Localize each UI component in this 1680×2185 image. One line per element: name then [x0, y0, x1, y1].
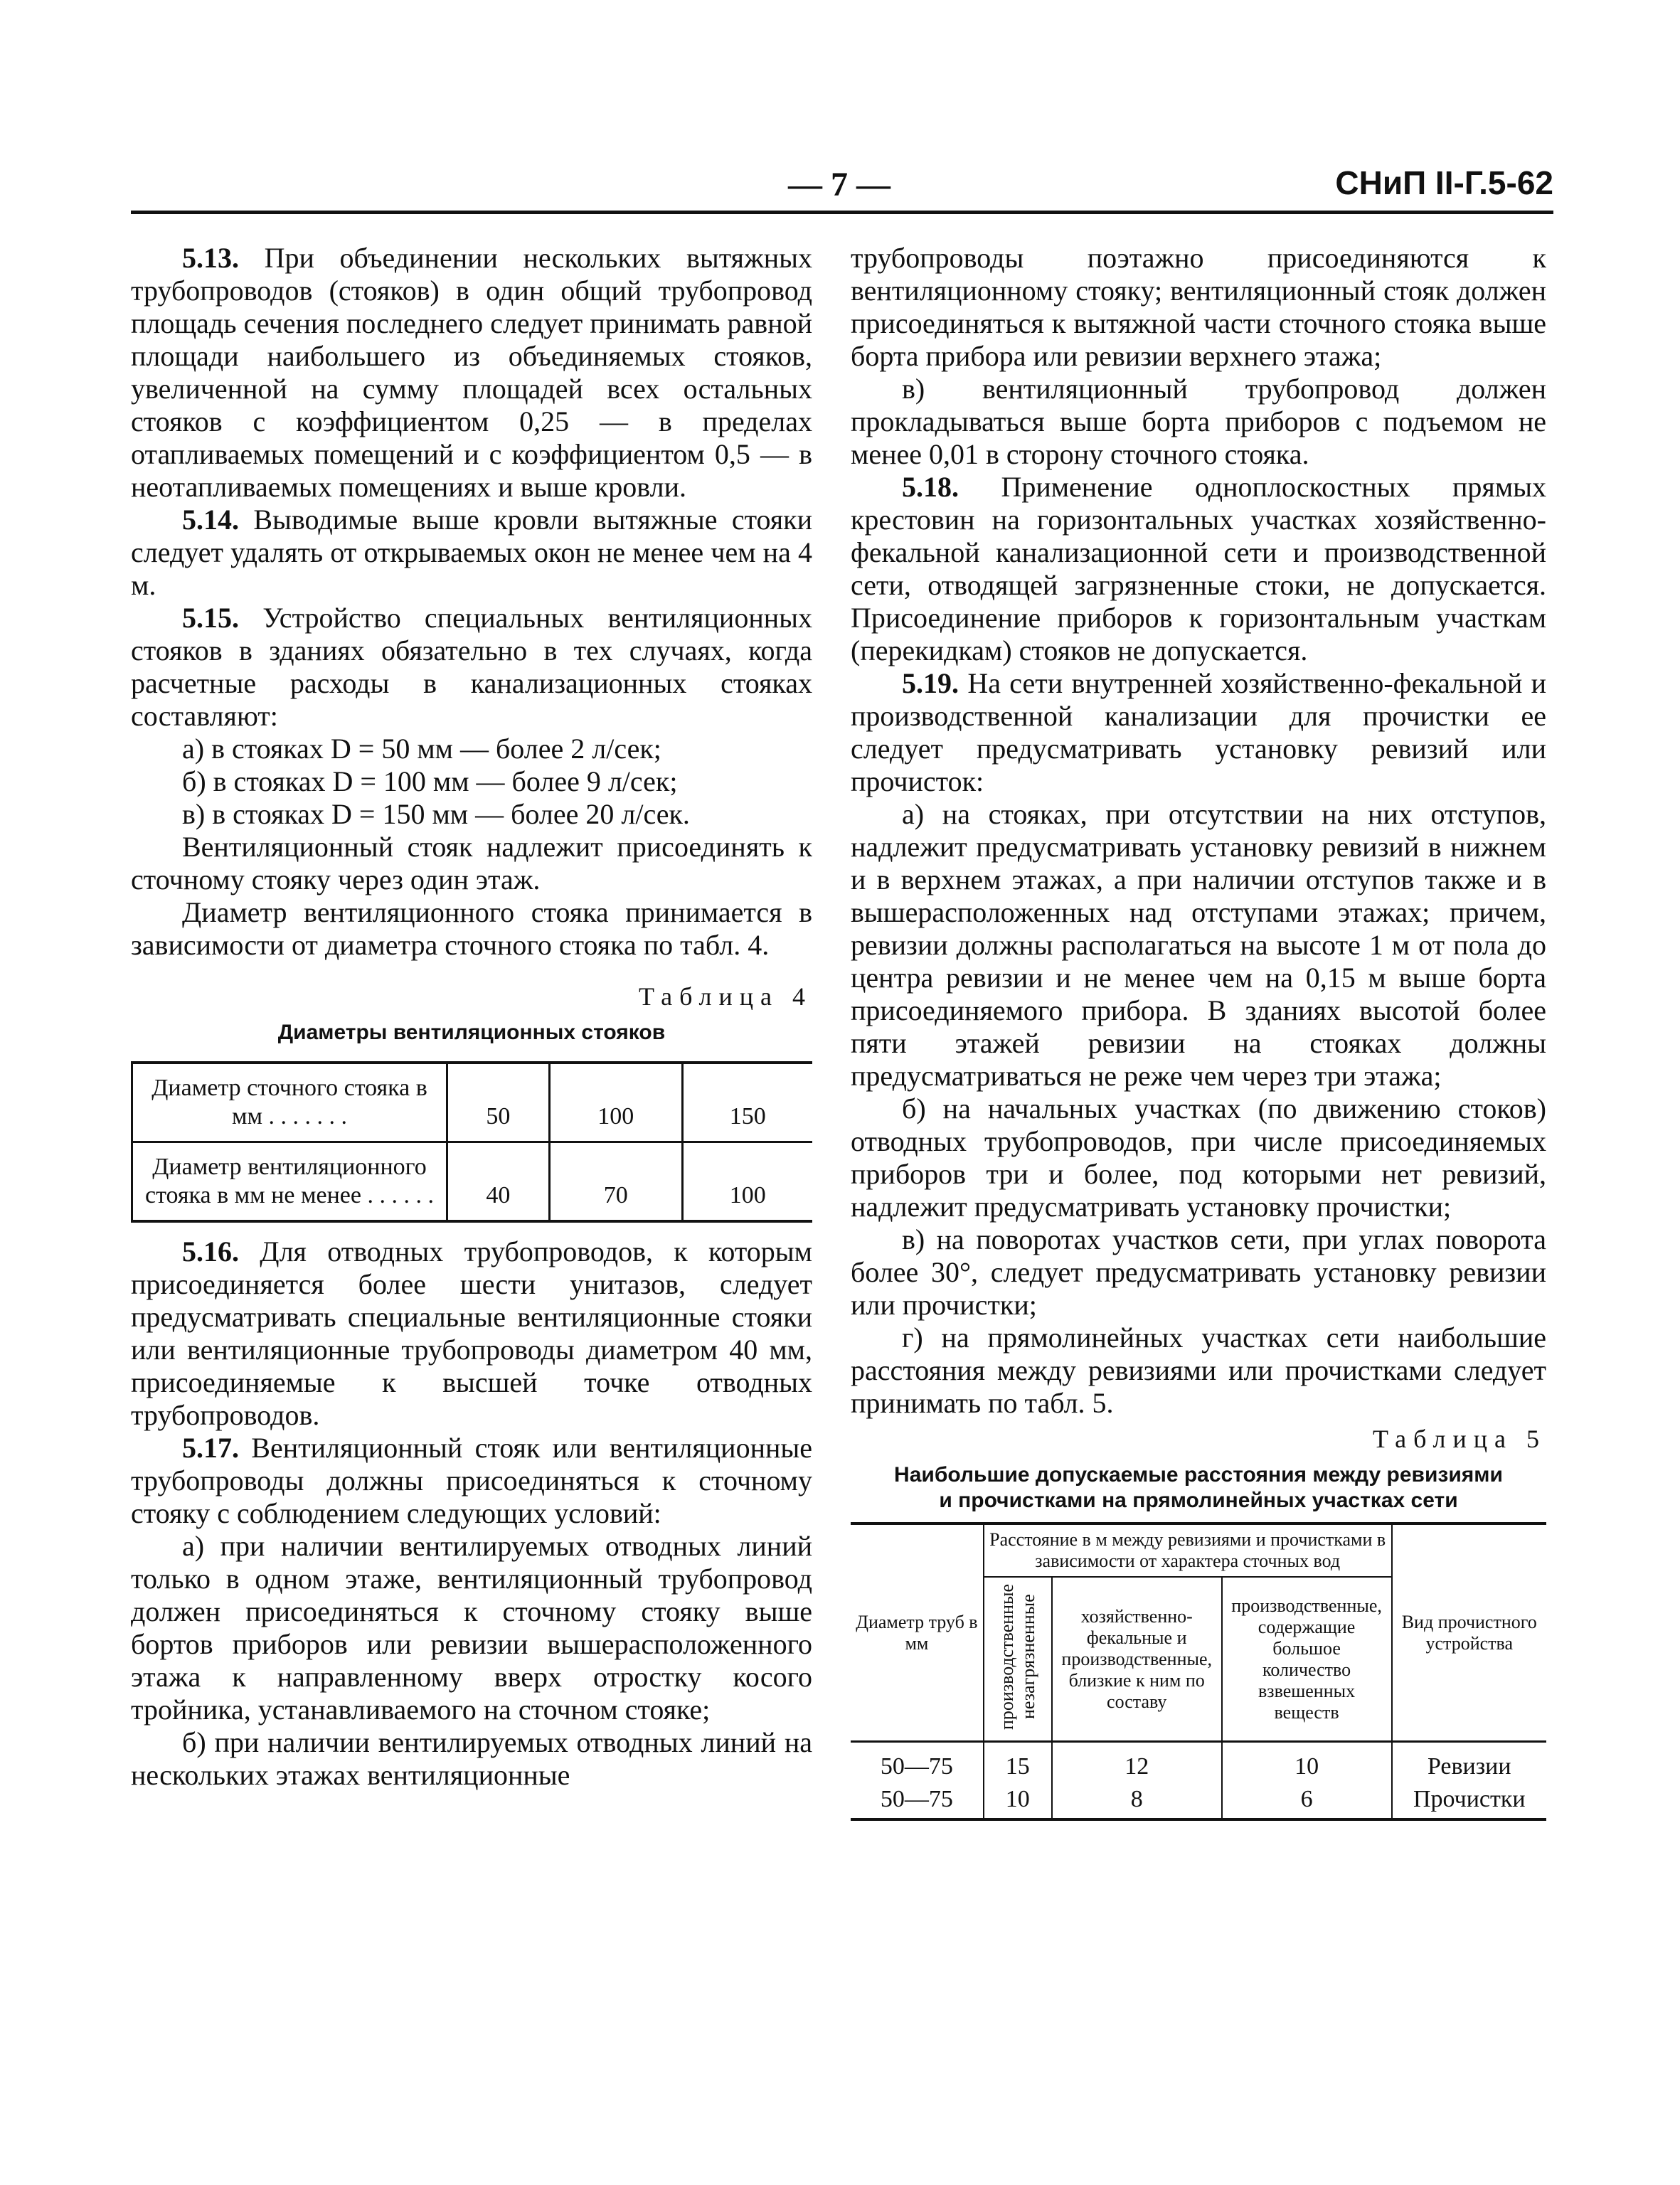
clause-5-19-a: а) на стояках, при отсутствии на них отступов, надлежит предусматривать установку ревизий в нижнем и в верхнем этажах, а при наличии отступов также и в вышерасположенных над отступами этажах; причем, ревизии должны располагаться на высоте 1 м от пола до центра ревизии и не менее чем на 0,15 м выше борта присоединяемого прибора. В зданиях высотой более пяти этажей ревизии на стояках должны предусматриваться не реже чем через три этажа; [851, 798, 1546, 1092]
table-cell: 12 [1052, 1742, 1222, 1786]
clause-5-14 [131, 504, 812, 602]
table-cell: 40 [447, 1142, 550, 1222]
table-row [851, 1742, 1546, 1786]
clause-number: 5.17. [182, 1432, 239, 1464]
clause-number: 5.13. [182, 242, 239, 274]
clause-5-15-c: в) в стояках D = 150 мм — более 20 л/сек. [182, 798, 690, 830]
clause-text: Вентиляционный стояк или вентиляционные трубопроводы должны присоединяться к сточному стояку с соблюдением следующих условий: [131, 1432, 813, 1529]
right-column [851, 242, 1546, 1821]
clause-5-15-a: а) в стояках D = 50 мм — более 2 л/сек; [182, 733, 661, 765]
clause-text: Выводимые выше кровли вытяжные стояки следует удалять от открываемых окон не менее чем на 4 м. [131, 504, 812, 601]
clause-text: Применение одноплоскостных прямых крестовин на горизонтальных участках хозяйственно-фекальной канализационной сети и производственной сети, отводящей загрязненные стоки, не допускается. Присоединение приборов к горизонтальным участкам (перекидкам) стояков не допускается. [851, 471, 1547, 666]
clause-5-16 [131, 1235, 812, 1432]
table-4-title: Диаметры вентиляционных стояков [277, 1021, 666, 1044]
header-divider [131, 211, 1553, 214]
table-4 [131, 1061, 812, 1223]
clause-text: Для отводных трубопроводов, к которым присоединяется более шести унитазов, следует предусматривать специальные вентиляционные стояки или вентиляционные трубопроводы диаметром 40 мм, присоединяемые к высшей точке отводных трубопроводов. [131, 1235, 812, 1431]
clause-5-17-a: а) при наличии вентилируемых отводных линий только в одном этаже, вентиляционный трубопровод должен присоединяться к сточному стояку выше бортов приборов или ревизии вышерасположенного этажа к направленному вверх отростку косого тройника, устанавливаемого на сточном стояке; [131, 1530, 812, 1726]
clause-5-17-c: в) вентиляционный трубопровод должен прокладываться выше борта приборов с подъемом не менее 0,01 в сторону сточного стояка. [851, 373, 1546, 470]
table-cell: 6 [1222, 1785, 1392, 1819]
document-code: СНиП II-Г.5-62 [1335, 164, 1553, 201]
table-5-title [851, 1462, 1546, 1514]
table-cell: 70 [549, 1142, 682, 1222]
clause-5-15-d: Вентиляционный стояк надлежит присоединять к сточному стояку через один этаж. [131, 831, 812, 895]
table-cell: 100 [682, 1142, 812, 1222]
clause-text: При объединении нескольких вытяжных трубопроводов (стояков) в один общий трубопровод площадь сечения последнего следует принимать равной площади наибольшего из объединяемых стояков, увеличенной на сумму площадей всех остальных стояков с коэффициентом 0,25 — в пределах отапливаемых помещений и с коэффициентом 0,5 — в неотапливаемых помещениях и выше кровли. [131, 242, 812, 503]
column-header-diameter: Диаметр труб в мм [851, 1524, 984, 1742]
table-cell: 8 [1052, 1785, 1222, 1819]
clause-5-13 [131, 242, 812, 504]
table-row [851, 1785, 1546, 1819]
left-column [131, 242, 812, 1792]
clause-5-18 [851, 471, 1546, 667]
clause-5-17-b: б) при наличии вентилируемых отводных линий на нескольких этажах вентиляционные [131, 1726, 812, 1791]
table-cell: 15 [984, 1742, 1052, 1786]
table-5-title-line-2: и прочистками на прямолинейных участках сети [939, 1489, 1458, 1512]
table-5 [851, 1522, 1546, 1821]
clause-5-17 [131, 1432, 812, 1530]
table-5-title-line-1: Наибольшие допускаемые расстояния между ревизиями [894, 1463, 1503, 1487]
table-cell: 10 [984, 1785, 1052, 1819]
table-row [132, 1063, 813, 1142]
table-cell: 150 [682, 1063, 812, 1142]
table-cell: 50 [447, 1063, 550, 1142]
clause-5-19 [851, 667, 1546, 798]
clause-5-19-d: г) на прямолинейных участках сети наибольшие расстояния между ревизиями или прочистками следует принимать по табл. 5. [851, 1322, 1546, 1419]
clause-number: 5.18. [902, 471, 959, 503]
clause-text: Устройство специальных вентиляционных стояков в зданиях обязательно в тех случаях, когда расчетные расходы в канализационных стояках составляют: [131, 602, 813, 732]
clause-5-15-b: б) в стояках D = 100 мм — более 9 л/сек; [182, 765, 678, 797]
column-header-suspended-solids: производственные, содержащие большое количество взвешенных веществ [1222, 1577, 1392, 1742]
clause-number: 5.14. [182, 504, 239, 536]
table-header-row [851, 1524, 1546, 1577]
column-header-clean-industrial: производственные незагрязненные [984, 1577, 1052, 1742]
table-row [132, 1142, 813, 1222]
clause-number: 5.15. [182, 602, 239, 634]
table-cell: 10 [1222, 1742, 1392, 1786]
column-header-domestic: хозяйственно-фекальные и производственные, близкие к ним по составу [1052, 1577, 1222, 1742]
page-number: — 7 — [788, 166, 890, 203]
clause-5-15-e: Диаметр вентиляционного стояка принимается в зависимости от диаметра сточного стояка по табл. 4. [131, 896, 812, 961]
column-header-kind: Вид прочистного устройства [1392, 1524, 1546, 1742]
clause-number: 5.19. [902, 667, 959, 699]
table-cell: Прочистки [1392, 1785, 1546, 1819]
table-4-label: Таблица 4 [639, 982, 812, 1011]
clause-5-15 [131, 602, 812, 733]
table-cell: 50—75 [880, 1786, 953, 1812]
clause-5-17-b-continued: трубопроводы поэтажно присоединяются к вентиляционному стояку; вентиляционный стояк должен присоединяться к вытяжной части сточного стояка выше борта прибора или ревизии верхнего этажа; [851, 242, 1546, 372]
clause-number: 5.16. [182, 1235, 239, 1267]
table-cell: 100 [549, 1063, 682, 1142]
clause-5-19-c: в) на поворотах участков сети, при углах поворота более 30°, следует предусматривать установку ревизии или прочистки; [851, 1223, 1546, 1321]
table-5-label: Таблица 5 [1373, 1425, 1546, 1453]
table-cell: Ревизии [1392, 1742, 1546, 1786]
row-header: Диаметр вентиляционного стояка в мм не менее . . . . . . [132, 1142, 447, 1222]
clause-5-19-b: б) на начальных участках (по движению стоков) отводных трубопроводов, при числе присоединяемых приборов три и более, под которыми нет ревизий, надлежит предусматривать установку прочистки; [851, 1092, 1546, 1223]
column-group-header: Расстояние в м между ревизиями и прочистками в зависимости от характера сточных вод [984, 1524, 1392, 1577]
row-header: Диаметр сточного стояка в мм . . . . . . . [132, 1063, 447, 1142]
table-cell: 50—75 [851, 1742, 984, 1786]
clause-text: На сети внутренней хозяйственно-фекальной и производственной канализации для прочистки ее следует предусматривать установку ревизий или прочисток: [851, 667, 1546, 797]
